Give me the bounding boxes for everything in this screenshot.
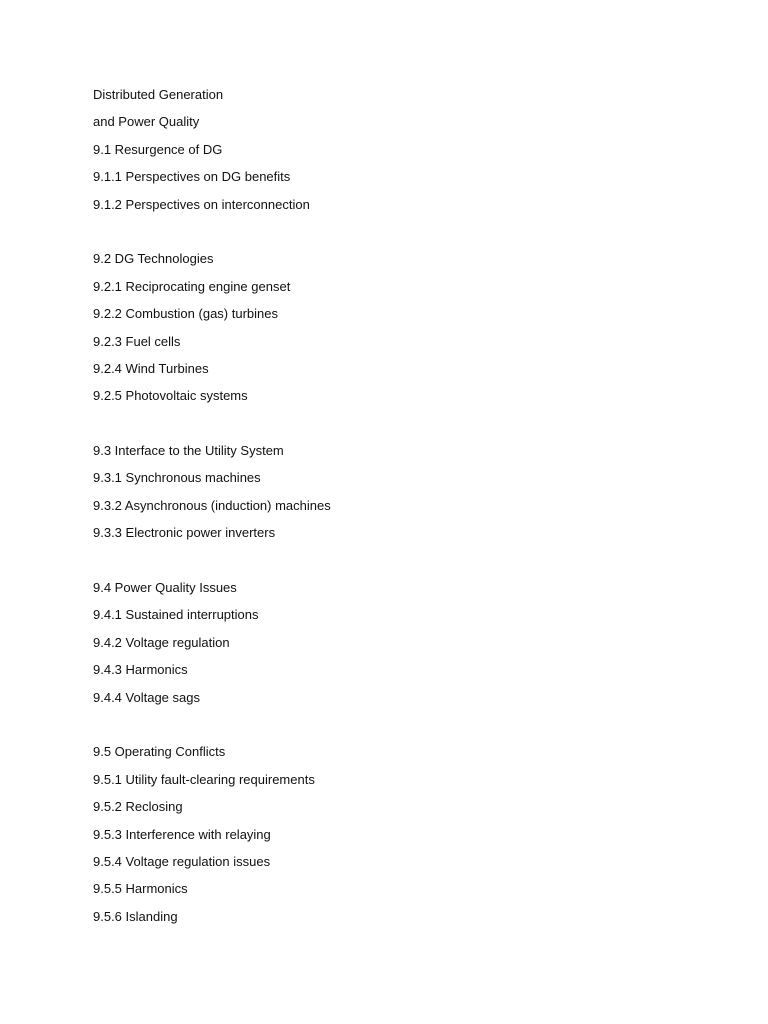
- document-title-line-1: Distributed Generation: [93, 87, 224, 102]
- toc-item-9-5-1: 9.5.1 Utility fault-clearing requirements: [93, 771, 315, 787]
- section-heading-9-3: 9.3 Interface to the Utility System: [93, 443, 284, 459]
- toc-item-9-2-5: 9.2.5 Photovoltaic systems: [93, 388, 248, 404]
- section-spacer: [93, 716, 733, 743]
- toc-item-9-2-1: 9.2.1 Reciprocating engine genset: [93, 278, 291, 294]
- section-spacer: [93, 415, 733, 442]
- toc-item-9-3-3: 9.3.3 Electronic power inverters: [93, 525, 276, 541]
- toc-item-9-4-4: 9.4.4 Voltage sags: [93, 689, 200, 705]
- section-heading-9-5: 9.5 Operating Conflicts: [93, 744, 226, 760]
- toc-item-9-1-1: 9.1.1 Perspectives on DG benefits: [93, 169, 291, 185]
- document-title-line-2: and Power Quality: [93, 114, 200, 130]
- toc-item-9-1-2: 9.1.2 Perspectives on interconnection: [93, 196, 310, 212]
- toc-item-9-2-2: 9.2.2 Combustion (gas) turbines: [93, 306, 278, 322]
- section-heading-9-1: 9.1 Resurgence of DG: [93, 141, 223, 157]
- toc-item-9-3-2: 9.3.2 Asynchronous (induction) machines: [93, 497, 331, 513]
- toc-item-9-5-4: 9.5.4 Voltage regulation issues: [93, 853, 271, 869]
- toc-item-9-4-1: 9.4.1 Sustained interruptions: [93, 607, 259, 623]
- toc-item-9-2-3: 9.2.3 Fuel cells: [93, 333, 181, 349]
- section-heading-9-2: 9.2 DG Technologies: [93, 251, 214, 267]
- toc-item-9-4-3: 9.4.3 Harmonics: [93, 662, 188, 678]
- section-spacer: [93, 552, 733, 579]
- toc-item-9-3-1: 9.3.1 Synchronous machines: [93, 470, 261, 486]
- toc-item-9-5-6: 9.5.6 Islanding: [93, 908, 178, 924]
- toc-item-9-2-4: 9.2.4 Wind Turbines: [93, 360, 209, 376]
- toc-item-9-5-3: 9.5.3 Interference with relaying: [93, 826, 271, 842]
- toc-item-9-5-2: 9.5.2 Reclosing: [93, 799, 183, 815]
- toc-item-9-4-2: 9.4.2 Voltage regulation: [93, 634, 230, 650]
- section-spacer: [93, 223, 733, 250]
- section-heading-9-4: 9.4 Power Quality Issues: [93, 580, 237, 596]
- toc-item-9-5-5: 9.5.5 Harmonics: [93, 881, 188, 897]
- document-page: [93, 86, 733, 935]
